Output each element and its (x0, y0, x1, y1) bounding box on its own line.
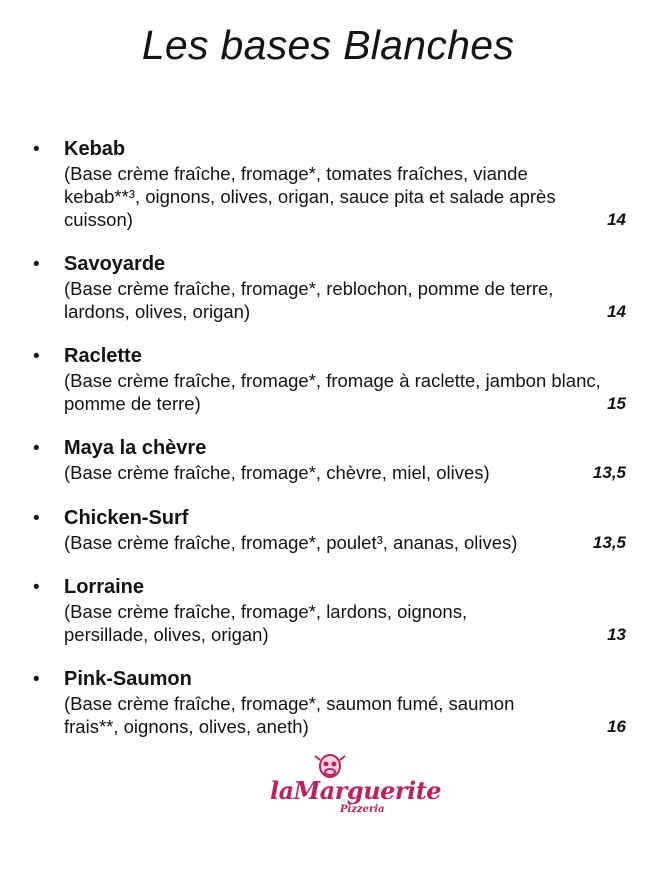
bullet-icon: • (33, 508, 40, 529)
item-name: Savoyarde (64, 253, 166, 275)
item-price: 14 (607, 302, 626, 321)
item-price: 13 (607, 625, 626, 644)
bullet-icon: • (33, 139, 40, 160)
item-price: 14 (607, 210, 626, 229)
item-name: Raclette (64, 345, 142, 367)
item-name: Chicken-Surf (64, 507, 189, 529)
item-description: (Base crème fraîche, fromage*, chèvre, miel, olives) (64, 462, 490, 483)
item-description: (Base crème fraîche, fromage*, poulet³, ananas, olives) (64, 532, 518, 553)
item-name: Maya la chèvre (64, 437, 207, 459)
bullet-icon: • (33, 669, 40, 690)
page-title: Les bases Blanches (141, 22, 515, 68)
item-name: Lorraine (64, 576, 145, 598)
bullet-icon: • (33, 577, 40, 598)
bullet-icon: • (33, 254, 40, 275)
item-description: (Base crème fraîche, fromage*, fromage à raclette, jambon blanc, pomme de terre) (64, 370, 601, 414)
item-description: (Base crème fraîche, fromage*, tomates fraîches, viande kebab**³, oignons, olives, origan, sauce pita et salade après cuisson) (64, 163, 556, 230)
logo-wordmark: laMarguerite (270, 776, 442, 805)
item-description: (Base crème fraîche, fromage*, lardons, oignons, persillade, olives, origan) (64, 601, 468, 645)
item-name: Pink-Saumon (64, 668, 192, 690)
item-description: (Base crème fraîche, fromage*, reblochon, pomme de terre, lardons, olives, origan) (64, 278, 554, 322)
item-name: Kebab (64, 138, 126, 160)
bullet-icon: • (33, 346, 40, 367)
pizzeria-logo (270, 752, 442, 824)
item-price: 15 (607, 394, 626, 413)
item-price: 13,5 (592, 463, 626, 482)
item-price: 16 (607, 717, 626, 736)
item-price: 13,5 (592, 533, 626, 552)
item-description: (Base crème fraîche, fromage*, saumon fumé, saumon frais**, oignons, olives, aneth) (64, 693, 515, 737)
logo-subtitle: Pizzeria (340, 804, 385, 815)
bullet-icon: • (33, 438, 40, 459)
